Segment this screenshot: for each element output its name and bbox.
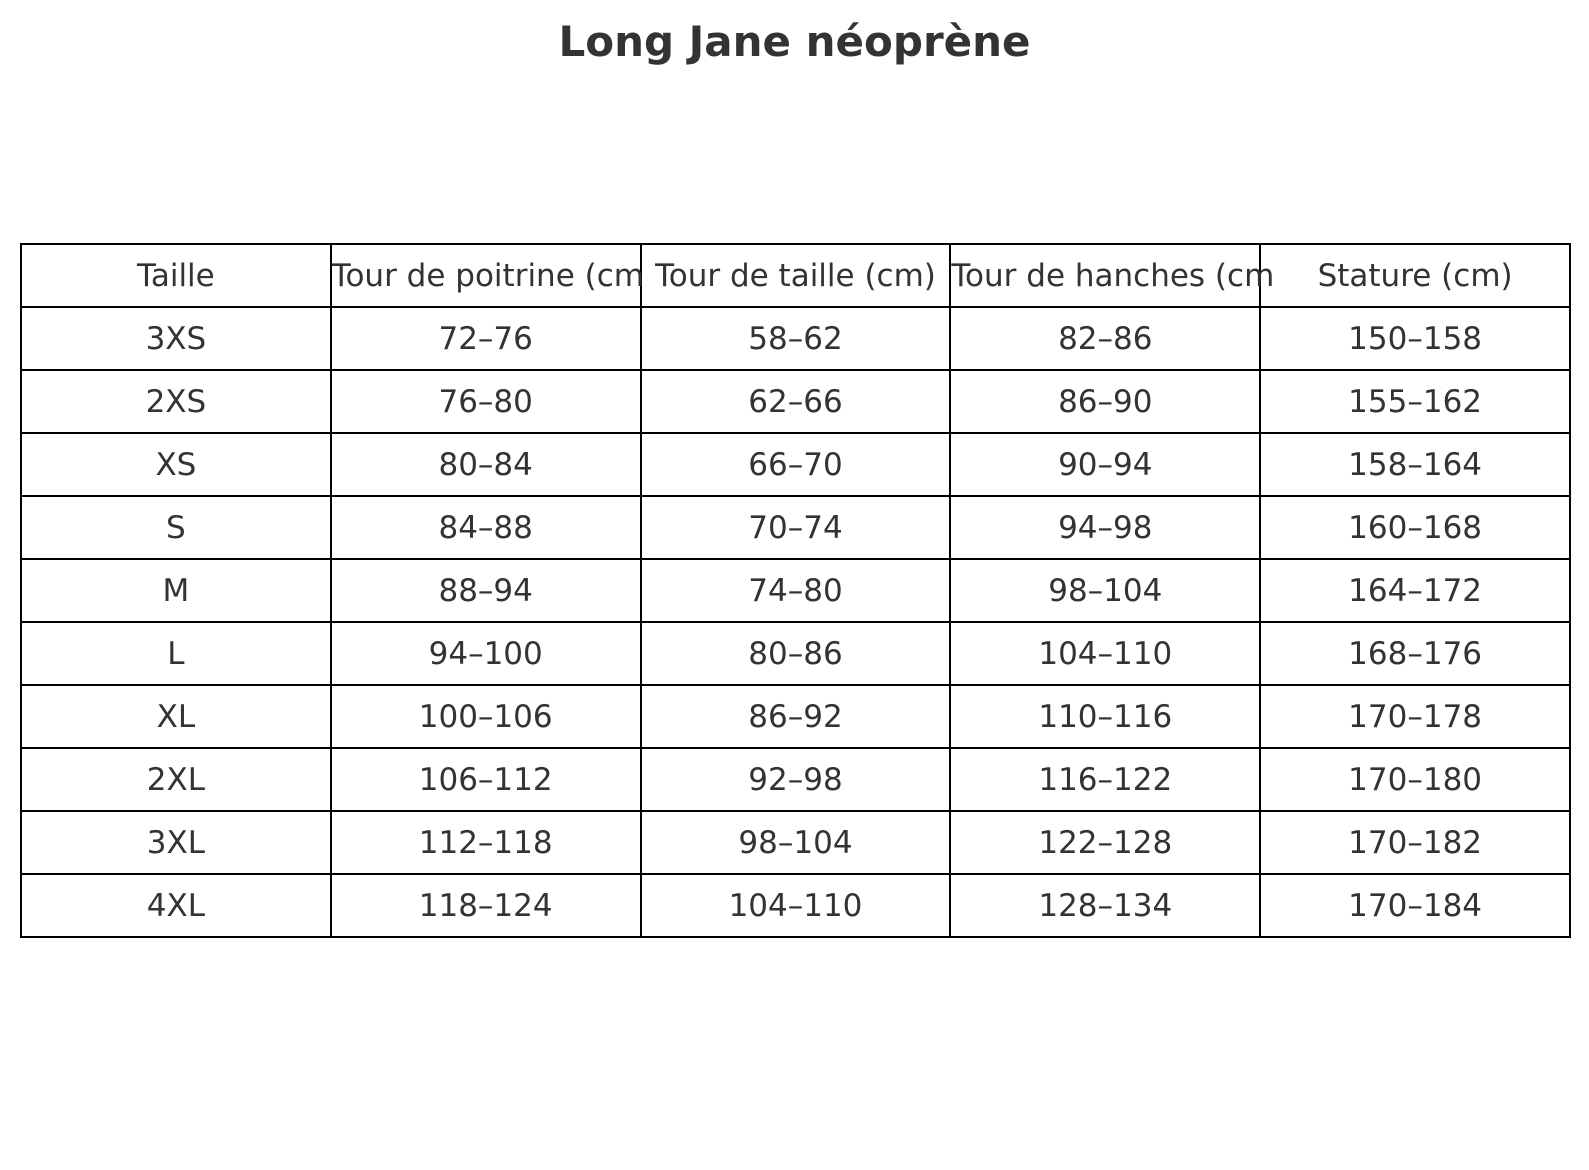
- height-cell: 158–164: [1260, 433, 1570, 496]
- size-cell: M: [21, 559, 331, 622]
- waist-cell: 66–70: [641, 433, 951, 496]
- height-cell: 150–158: [1260, 307, 1570, 370]
- height-cell: 160–168: [1260, 496, 1570, 559]
- size-cell: 2XS: [21, 370, 331, 433]
- hips-cell: 110–116: [950, 685, 1260, 748]
- waist-cell: 104–110: [641, 874, 951, 937]
- table-row: [21, 559, 1570, 622]
- size-table: [20, 243, 1571, 938]
- waist-cell: 80–86: [641, 622, 951, 685]
- size-cell: L: [21, 622, 331, 685]
- hips-cell: 122–128: [950, 811, 1260, 874]
- hips-cell: 104–110: [950, 622, 1260, 685]
- chest-cell: 88–94: [331, 559, 641, 622]
- header-row: [21, 244, 1570, 307]
- waist-cell: 62–66: [641, 370, 951, 433]
- table-row: [21, 811, 1570, 874]
- hips-cell: 90–94: [950, 433, 1260, 496]
- size-cell: 2XL: [21, 748, 331, 811]
- hips-cell: 82–86: [950, 307, 1260, 370]
- size-cell: 4XL: [21, 874, 331, 937]
- height-cell: 170–180: [1260, 748, 1570, 811]
- header-cell: Tour de taille (cm): [641, 244, 951, 307]
- waist-cell: 92–98: [641, 748, 951, 811]
- waist-cell: 86–92: [641, 685, 951, 748]
- height-cell: 170–182: [1260, 811, 1570, 874]
- table-row: [21, 685, 1570, 748]
- size-cell: S: [21, 496, 331, 559]
- hips-cell: 94–98: [950, 496, 1260, 559]
- chest-cell: 76–80: [331, 370, 641, 433]
- hips-cell: 86–90: [950, 370, 1260, 433]
- chest-cell: 112–118: [331, 811, 641, 874]
- chest-cell: 118–124: [331, 874, 641, 937]
- height-cell: 155–162: [1260, 370, 1570, 433]
- hips-cell: 116–122: [950, 748, 1260, 811]
- waist-cell: 58–62: [641, 307, 951, 370]
- waist-cell: 70–74: [641, 496, 951, 559]
- header-cell: Stature (cm): [1260, 244, 1570, 307]
- chest-cell: 84–88: [331, 496, 641, 559]
- header-cell: Tour de poitrine (cm: [331, 244, 641, 307]
- hips-cell: 98–104: [950, 559, 1260, 622]
- chest-cell: 100–106: [331, 685, 641, 748]
- table-row: [21, 496, 1570, 559]
- size-cell: 3XS: [21, 307, 331, 370]
- chest-cell: 106–112: [331, 748, 641, 811]
- height-cell: 170–184: [1260, 874, 1570, 937]
- header-cell: Taille: [21, 244, 331, 307]
- chest-cell: 72–76: [331, 307, 641, 370]
- table-row: [21, 874, 1570, 937]
- chest-cell: 94–100: [331, 622, 641, 685]
- table-row: [21, 622, 1570, 685]
- chart-title: Long Jane néoprène: [558, 17, 1031, 66]
- table-row: [21, 433, 1570, 496]
- size-cell: XL: [21, 685, 331, 748]
- table-row: [21, 748, 1570, 811]
- waist-cell: 98–104: [641, 811, 951, 874]
- waist-cell: 74–80: [641, 559, 951, 622]
- height-cell: 168–176: [1260, 622, 1570, 685]
- table-row: [21, 370, 1570, 433]
- hips-cell: 128–134: [950, 874, 1260, 937]
- size-cell: 3XL: [21, 811, 331, 874]
- table-row: [21, 307, 1570, 370]
- height-cell: 170–178: [1260, 685, 1570, 748]
- chest-cell: 80–84: [331, 433, 641, 496]
- height-cell: 164–172: [1260, 559, 1570, 622]
- header-cell: Tour de hanches (cm: [950, 244, 1260, 307]
- size-cell: XS: [21, 433, 331, 496]
